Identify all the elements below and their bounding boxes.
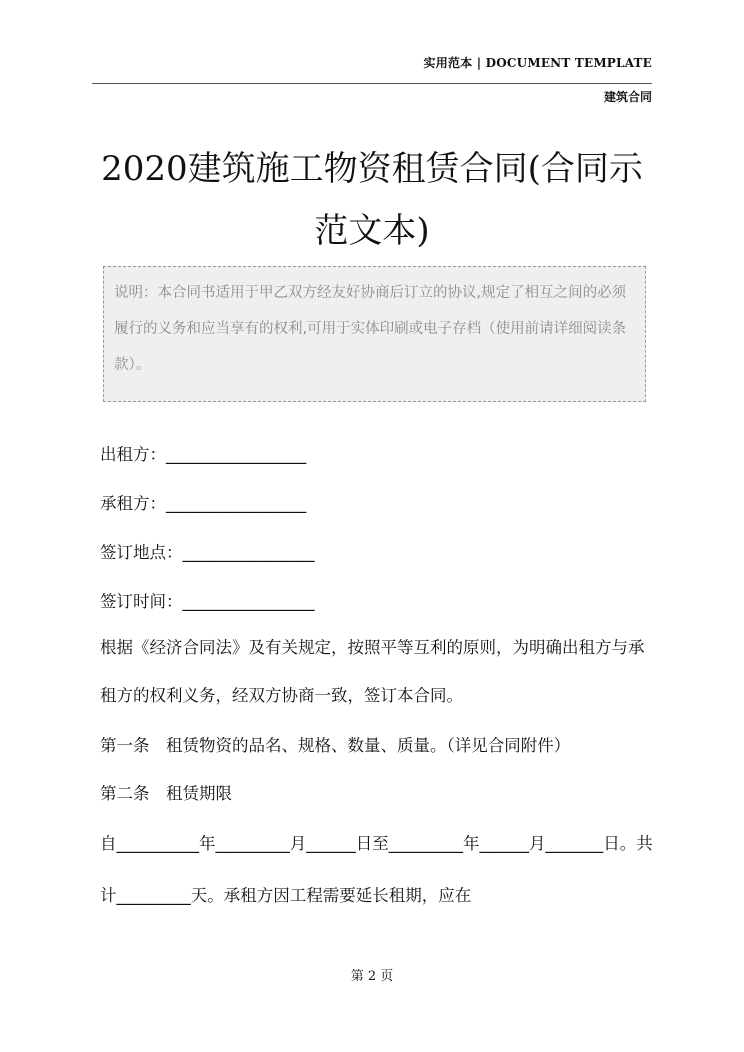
header-divider — [92, 83, 652, 84]
intro-paragraph: 根据《经济合同法》及有关规定，按照平等互利的原则，为明确出租方与承租方的权利义务，经双方协商一致，签订本合同。 — [100, 638, 645, 705]
note-box — [103, 266, 646, 402]
sign-time-field: 签订时间：________________ — [100, 592, 315, 611]
note-text: 说明：本合同书适用于甲乙双方经友好协商后订立的协议,规定了相互之间的必须履行的义务和应当享有的权利,可用于实体印刷或电子存档（使用前请详细阅读条款）。 — [114, 285, 627, 373]
header-category: 建筑合同 — [603, 90, 652, 104]
article-1: 第一条 租赁物资的品名、规格、数量、质量。（详见合同附件） — [100, 736, 571, 755]
document-title: 2020建筑施工物资租赁合同(合同示范文本) — [101, 149, 643, 251]
sign-place-field: 签订地点：________________ — [100, 543, 315, 562]
lessee-field: 承租方：_________________ — [100, 494, 307, 513]
header-top-label: 实用范本 | DOCUMENT TEMPLATE — [423, 56, 652, 70]
page-number: 第 2 页 — [350, 969, 394, 984]
lessor-field: 出租方：_________________ — [100, 445, 307, 464]
period-paragraph: 自__________年_________月______日至_________年______月_______日。共计_________天。承租方因工程需要延长租期，应在 — [100, 834, 653, 905]
article-2-heading: 第二条 租赁期限 — [100, 784, 232, 803]
